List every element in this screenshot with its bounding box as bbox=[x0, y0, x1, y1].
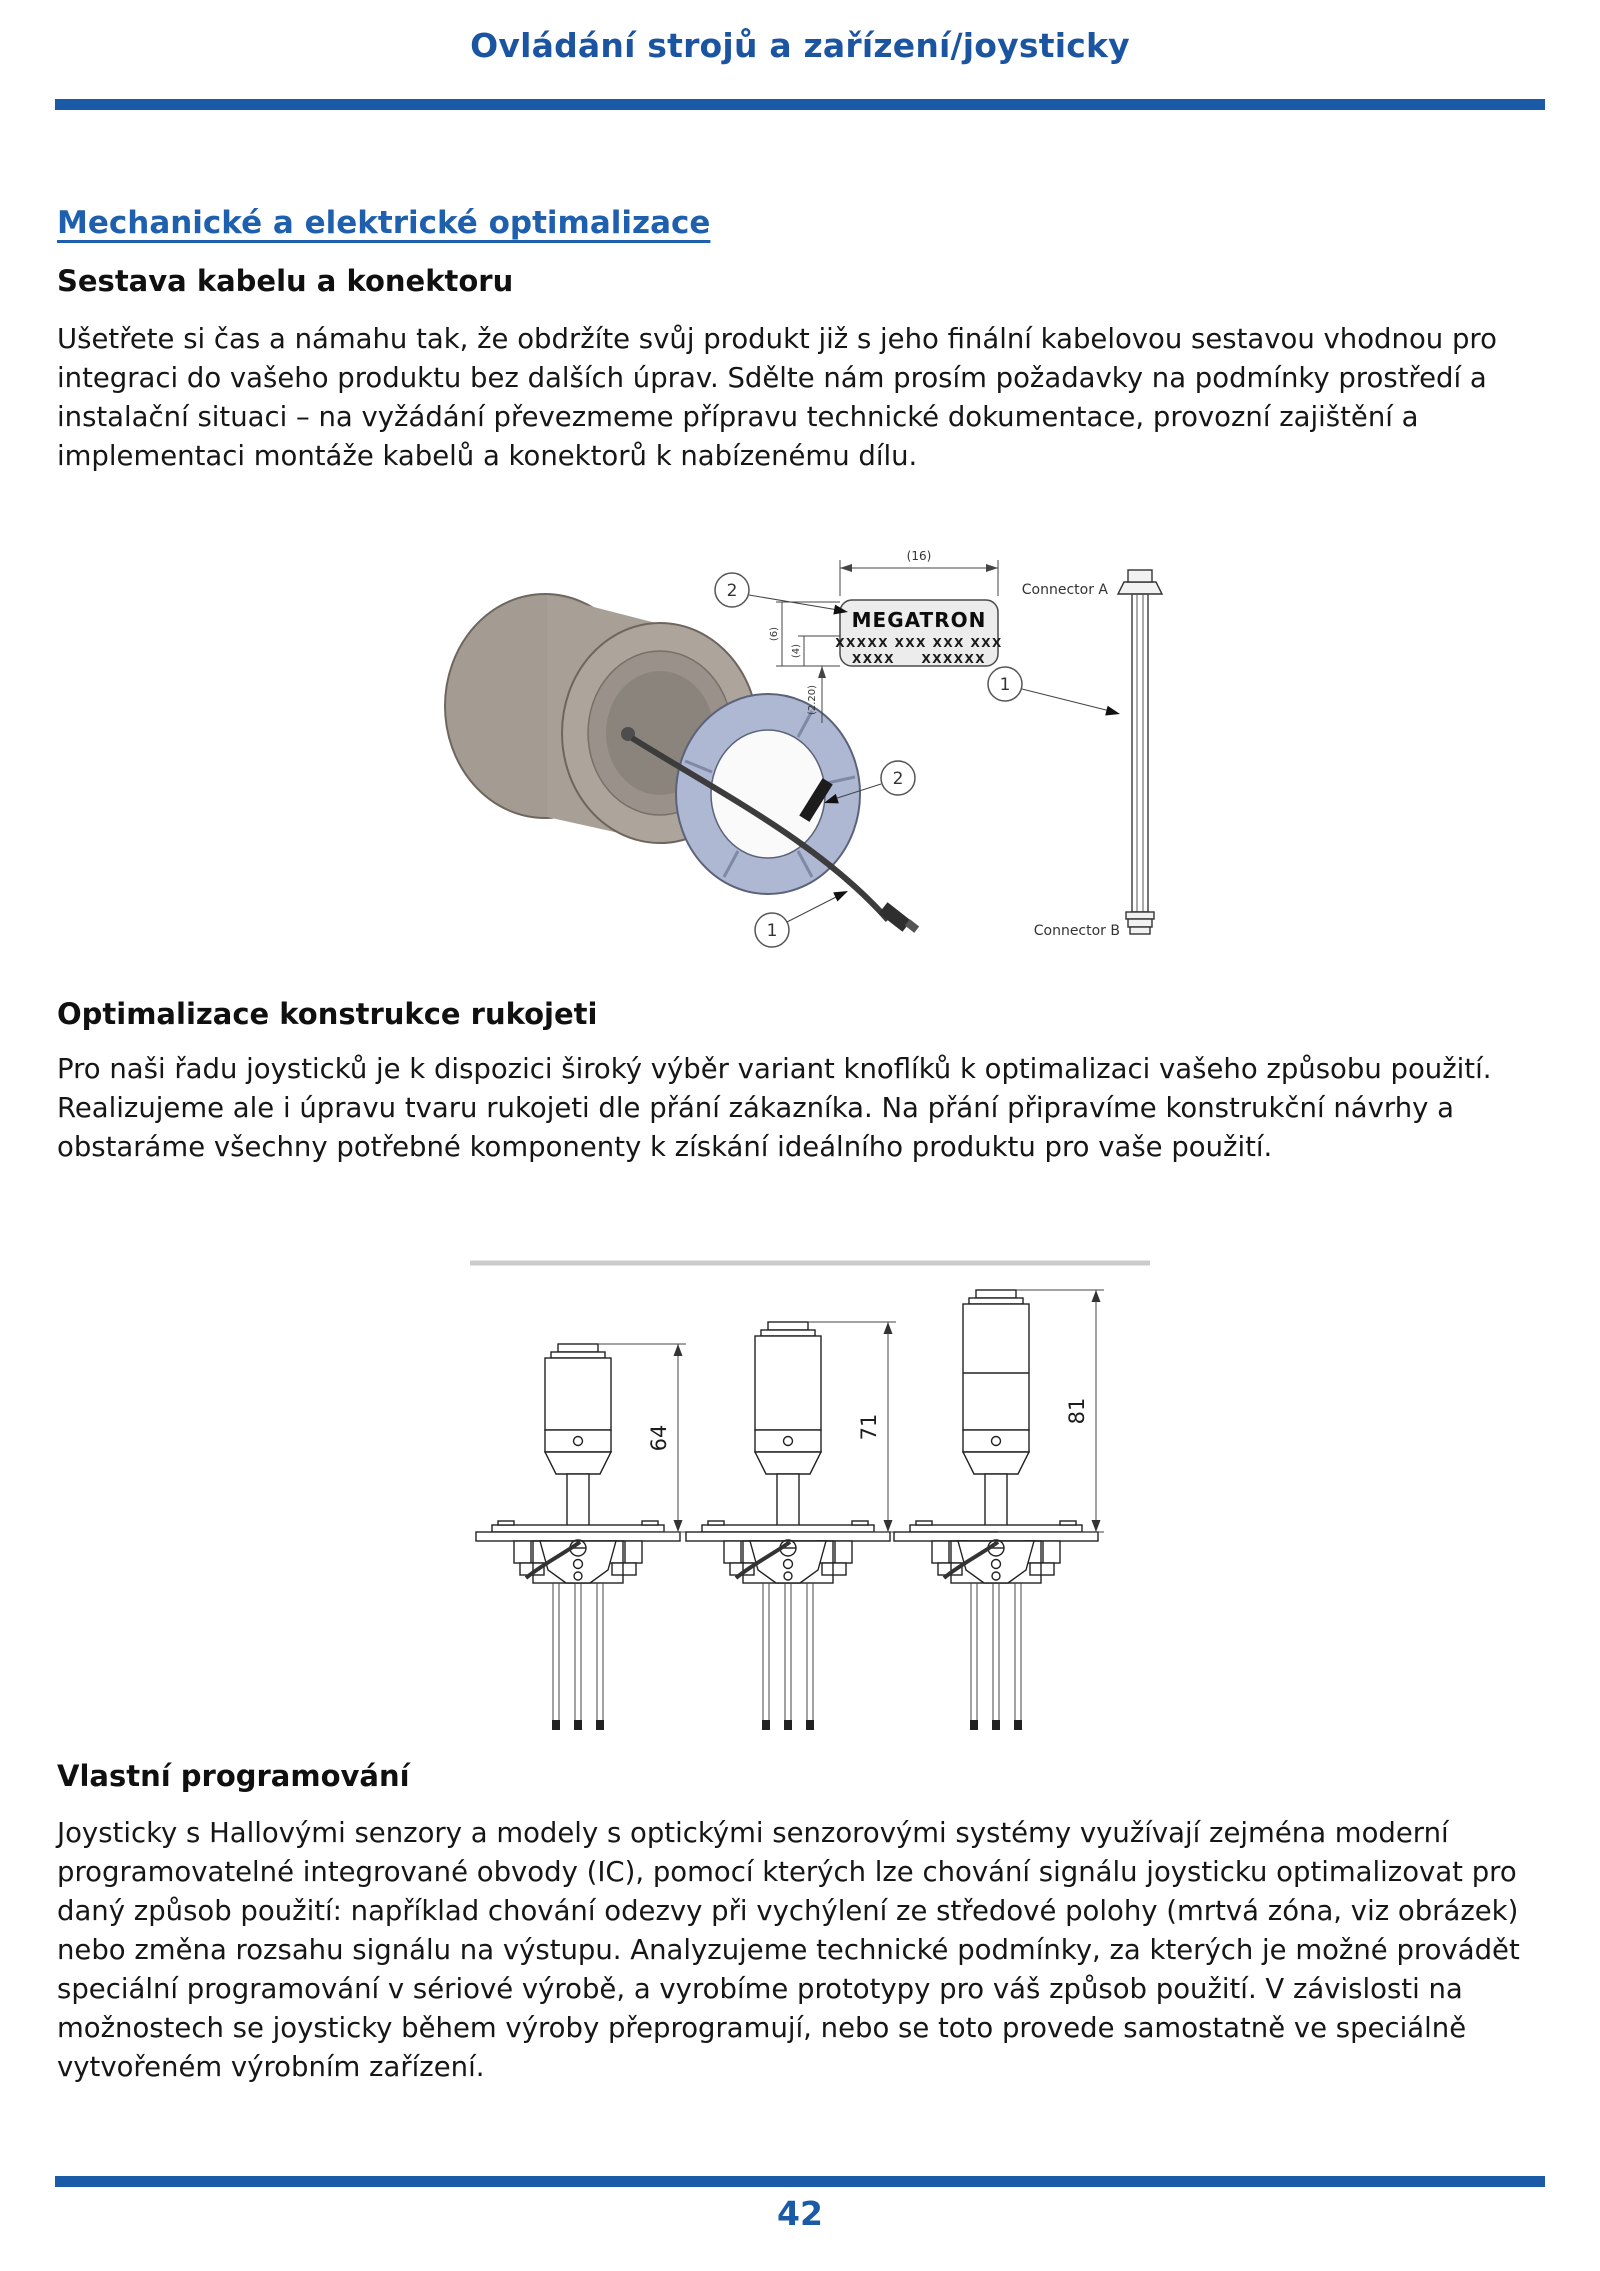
label-brand-text: MEGATRON bbox=[851, 608, 987, 632]
connector-b bbox=[1034, 912, 1154, 939]
figure-joystick-variants bbox=[460, 1248, 1160, 1738]
dim-height-81: 81 bbox=[1065, 1397, 1089, 1425]
paragraph-handle-design: Pro naši řadu joysticků je k dispozici široký výběr variant knoflíků k optimalizaci vašeho způsobu použití. Realizujeme ale i úpravu tvaru rukojeti dle přání zákazníka. Na přání připravíme konstrukční návrhy a obstaráme všechny potřebné komponenty k získání ideálního produktu pro vaše použití. bbox=[57, 1053, 1492, 1163]
callout-1-cable-top bbox=[988, 667, 1121, 719]
section-heading-optimizations: Mechanické a elektrické optimalizace bbox=[57, 205, 711, 241]
figure-cable-connector-assembly bbox=[420, 538, 1240, 968]
paragraph-custom-programming: Joysticky s Hallovými senzory a modely s optickými senzorovými systémy využívají zejména moderní programovatelné integrované obvody (IC), pomocí kterých lze chování signálu joysticku optimalizovat pro daný způsob použití: například chování odezvy při vychýlení ze středové polohy (mrtvá zóna, viz obrázek) nebo změna rozsahu signálu na výstupu. Analyzujeme technické podmínky, za kterých je možné provádět speciální programování v sériové výrobě, a vyrobíme prototypy pro váš způsob použití. V závislosti na možnostech se joysticky během výroby přeprogramují, nebo se toto provede samostatně ve speciálně vytvořeném výrobním zařízení. bbox=[57, 1817, 1520, 2083]
svg-text:Connector A: Connector A bbox=[1021, 582, 1108, 598]
header-divider bbox=[55, 99, 1545, 110]
svg-text:Connector B: Connector B bbox=[1033, 923, 1120, 939]
paragraph-cable-assembly: Ušetřete si čas a námahu tak, že obdržíte svůj produkt již s jeho finální kabelovou sestavou vhodnou pro integraci do vašeho produktu bez dalších úprav. Sdělte nám prosím požadavky na podmínky prostředí a instalační situaci – na vyžádání převezmeme přípravu technické dokumentace, provozní zajištění a implementaci montáže kabelů a konektorů k nabízenému dílu. bbox=[57, 323, 1497, 472]
callout-1-cable-bottom bbox=[755, 886, 850, 947]
subheading-cable-assembly: Sestava kabelu a konektoru bbox=[57, 264, 514, 298]
ribbon-cable bbox=[1132, 594, 1148, 912]
dim-height-71: 71 bbox=[857, 1413, 881, 1441]
label-row2-left-text: XXXX bbox=[852, 652, 896, 666]
dim-height-64: 64 bbox=[647, 1424, 671, 1452]
subheading-custom-programming: Vlastní programování bbox=[57, 1759, 410, 1793]
svg-text:2: 2 bbox=[892, 769, 904, 789]
product-label bbox=[835, 600, 1003, 666]
label-row2-right-text: XXXXXX bbox=[921, 652, 986, 666]
dim-height-inner-text: (4) bbox=[791, 643, 802, 659]
dim-offset-text: (2.20) bbox=[807, 684, 818, 716]
page-title: Ovládání strojů a zařízení/joysticky bbox=[470, 26, 1130, 65]
svg-text:1: 1 bbox=[999, 675, 1011, 695]
svg-text:1: 1 bbox=[766, 921, 778, 941]
joystick-drawing-64 bbox=[476, 1344, 686, 1730]
dim-width-text: (16) bbox=[906, 549, 932, 563]
label-row1-text: XXXXX XXX XXX XXX bbox=[835, 636, 1003, 650]
footer-divider bbox=[55, 2176, 1545, 2187]
subheading-handle-design: Optimalizace konstrukce rukojeti bbox=[57, 997, 598, 1031]
svg-text:2: 2 bbox=[726, 581, 738, 601]
joystick-drawing-81 bbox=[894, 1290, 1104, 1730]
joystick-drawing-71 bbox=[686, 1322, 896, 1730]
dim-height-outer-text: (6) bbox=[769, 626, 780, 642]
page-number: 42 bbox=[777, 2194, 823, 2233]
